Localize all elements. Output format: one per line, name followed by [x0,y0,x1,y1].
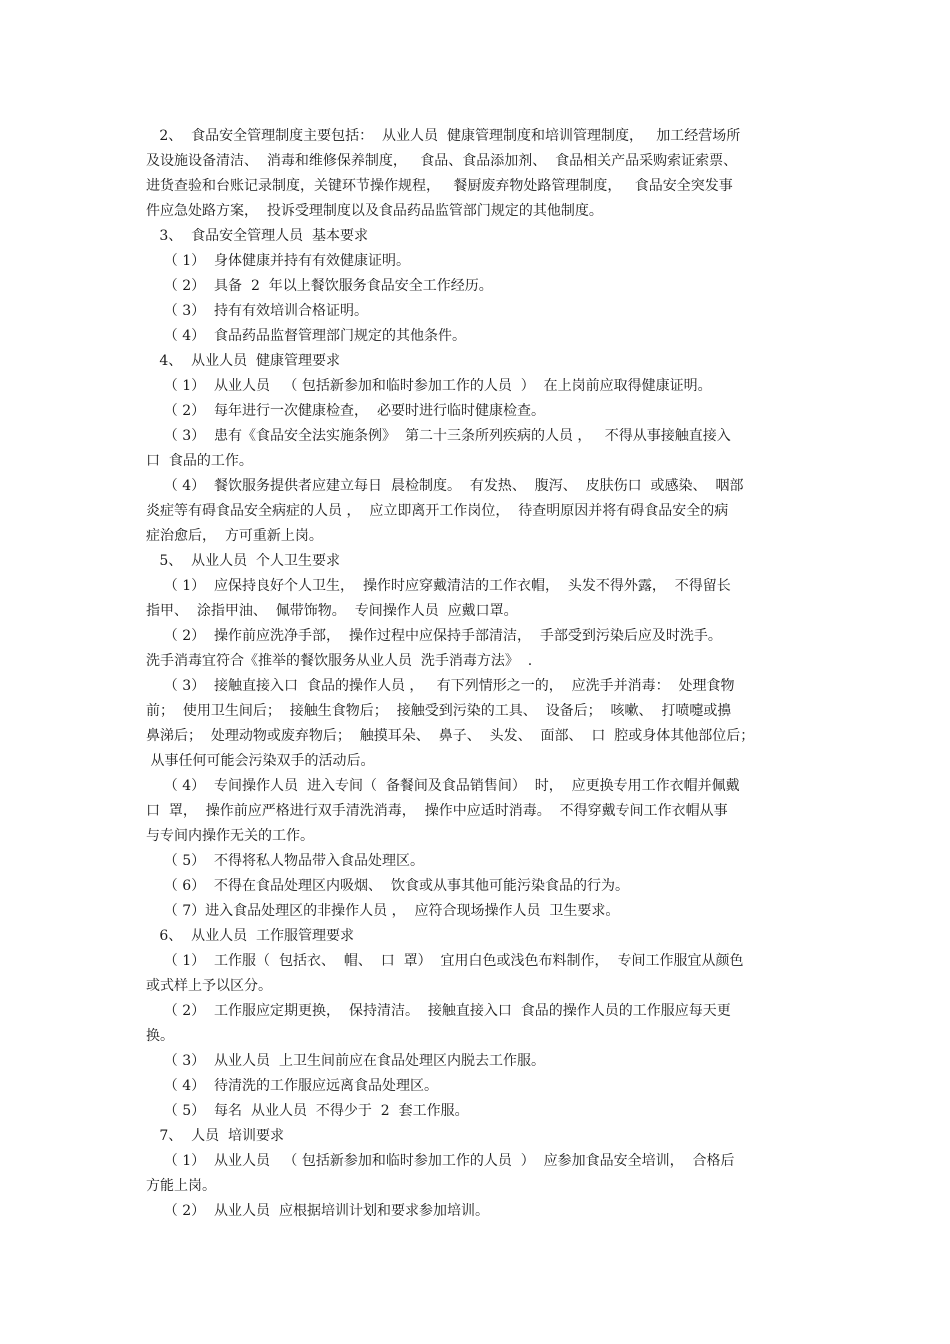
text-line: （ 3） 患有《食品安全法实施条例》 第二十三条所列疾病的人员 ， 不得从事接触直接入 [146,428,731,444]
text-line: 洗手消毒宜符合《推举的餐饮服务从业人员 洗手消毒方法》 . [146,653,533,669]
text-line: （ 1） 应保持良好个人卫生， 操作时应穿戴清洁的工作衣帽， 头发不得外露， 不得留长 [146,578,731,594]
text-line: 7、 人员 培训要求 [146,1128,285,1144]
text-line: （ 2） 具备 2 年以上餐饮服务食品安全工作经历。 [146,278,493,294]
text-line: （ 3） 从业人员 上卫生间前应在食品处理区内脱去工作服。 [146,1053,545,1069]
text-line: （ 2） 从业人员 应根据培训计划和要求参加培训。 [146,1203,489,1219]
text-line: 件应急处路方案， 投诉受理制度以及食品药品监管部门规定的其他制度。 [146,203,603,219]
text-line: 症治愈后， 方可重新上岗。 [146,528,323,544]
text-line: 从事任何可能会污染双手的活动后。 [146,753,375,769]
document-body [146,124,816,1224]
text-line: 换。 [146,1028,174,1044]
text-line: （ 4） 食品药品监督管理部门规定的其他条件。 [146,328,467,344]
text-line: （ 3） 接触直接入口 食品的操作人员 ， 有下列情形之一的， 应洗手并消毒： 处理食物 [146,678,735,694]
text-line: （ 1） 从业人员 （ 包括新参加和临时参加工作的人员 ） 应参加食品安全培训， 合格后 [146,1153,735,1169]
text-line: （ 4） 专间操作人员 进入专间（ 备餐间及食品销售间） 时， 应更换专用工作衣帽并佩戴 [146,778,740,794]
text-line: （ 4） 待清洗的工作服应远离食品处理区。 [146,1078,439,1094]
text-line: 口 食品的工作。 [146,453,253,469]
text-line: （ 7）进入食品处理区的非操作人员 ， 应符合现场操作人员 卫生要求。 [146,903,620,919]
text-line: （ 6） 不得在食品处理区内吸烟、 饮食或从事其他可能污染食品的行为。 [146,878,629,894]
text-line: 鼻涕后； 处理动物或废弃物后； 触摸耳朵、 鼻子、 头发、 面部、 口 腔或身体其他部位后； [146,728,755,744]
text-line: 方能上岗。 [146,1178,216,1194]
text-line: 5、 从业人员 个人卫生要求 [146,553,341,569]
text-line: （ 5） 每名 从业人员 不得少于 2 套工作服。 [146,1103,469,1119]
text-line: （ 5） 不得将私人物品带入食品处理区。 [146,853,425,869]
text-line: 4、 从业人员 健康管理要求 [146,353,341,369]
text-line: （ 3） 持有有效培训合格证明。 [146,303,369,319]
text-line: 与专间内操作无关的工作。 [146,828,314,844]
text-line: （ 2） 操作前应洗净手部， 操作过程中应保持手部清洁， 手部受到污染后应及时洗手。 [146,628,722,644]
text-line: 前； 使用卫生间后； 接触生食物后； 接触受到污染的工具、 设备后； 咳嗽、 打喷嚏或擤 [146,703,732,719]
text-line: （ 2） 每年进行一次健康检查， 必要时进行临时健康检查。 [146,403,545,419]
text-line: （ 2） 工作服应定期更换， 保持清洁。 接触直接入口 食品的操作人员的工作服应每天更 [146,1003,731,1019]
text-line: 进货查验和台账记录制度，关键环节操作规程， 餐厨废弃物处路管理制度， 食品安全突发事 [146,178,733,194]
text-line: 及设施设备清洁、 消毒和维修保养制度， 食品、食品添加剂、 食品相关产品采购索证索票、 [146,153,738,169]
text-line: 指甲、 涂指甲油、 佩带饰物。 专间操作人员 应戴口罩。 [146,603,518,619]
text-line: 口 罩， 操作前应严格进行双手清洗消毒， 操作中应适时消毒。 不得穿戴专间工作衣帽从事 [146,803,728,819]
text-line: （ 4） 餐饮服务提供者应建立每日 晨检制度。 有发热、 腹泻、 皮肤伤口 或感染、 咽部 [146,478,744,494]
text-line: （ 1） 工作服（ 包括衣、 帽、 口 罩） 宜用白色或浅色布料制作， 专间工作服宜从颜色 [146,953,744,969]
text-line: （ 1） 从业人员 （ 包括新参加和临时参加工作的人员 ） 在上岗前应取得健康证明。 [146,378,712,394]
text-line: 3、 食品安全管理人员 基本要求 [146,228,369,244]
text-line: 6、 从业人员 工作服管理要求 [146,928,355,944]
text-line: 炎症等有碍食品安全病症的人员 ， 应立即离开工作岗位， 待查明原因并将有碍食品安全的病 [146,503,729,519]
text-line: 2、 食品安全管理制度主要包括： 从业人员 健康管理制度和培训管理制度， 加工经营场所 [146,128,741,144]
text-line: （ 1） 身体健康并持有有效健康证明。 [146,253,411,269]
text-line: 或式样上予以区分。 [146,978,272,994]
